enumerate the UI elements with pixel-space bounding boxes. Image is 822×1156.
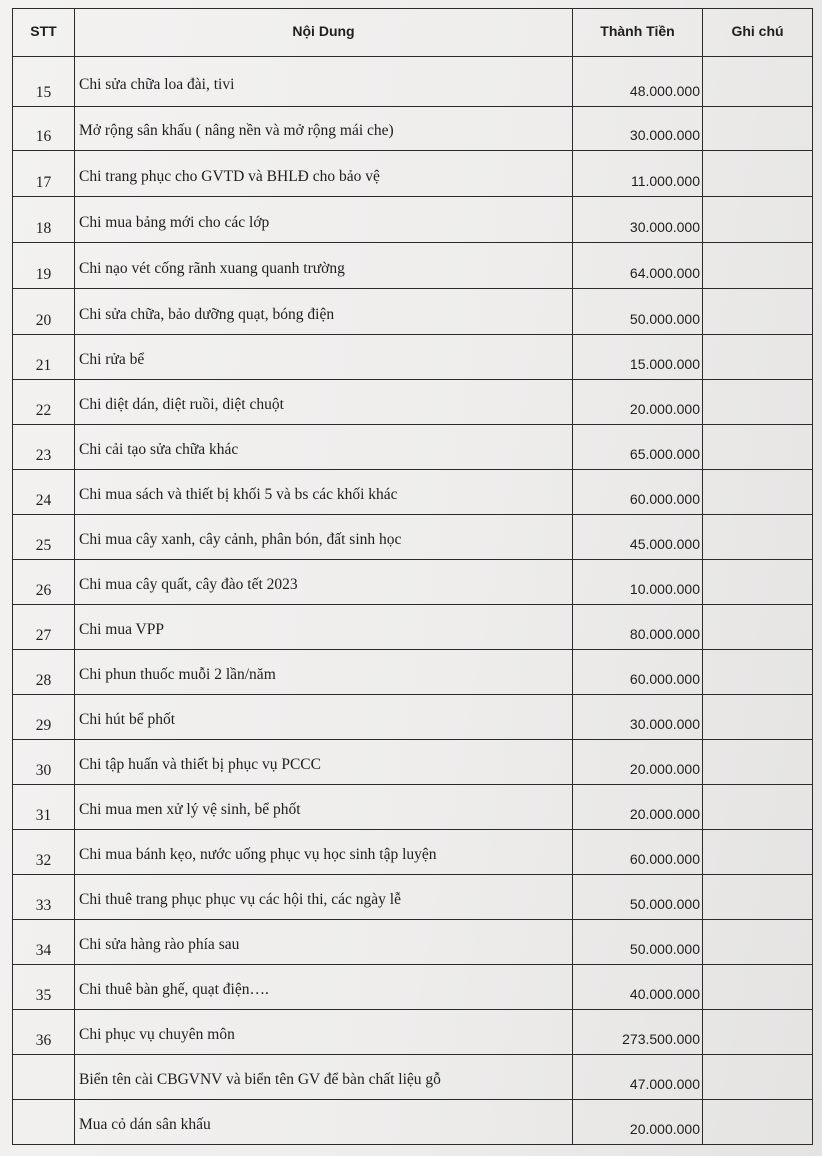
row-note <box>703 107 813 151</box>
row-description: Chi mua VPP <box>75 605 573 650</box>
row-amount: 50.000.000 <box>573 289 703 335</box>
row-number: 24 <box>13 470 75 515</box>
row-description: Chi mua sách và thiết bị khối 5 và bs các khối khác <box>75 470 573 515</box>
row-number: 30 <box>13 740 75 785</box>
table-row <box>13 650 813 695</box>
row-number: 19 <box>13 243 75 289</box>
row-note <box>703 197 813 243</box>
row-note <box>703 695 813 740</box>
row-description: Chi hút bể phốt <box>75 695 573 740</box>
row-description: Chi thuê trang phục phục vụ các hội thi, các ngày lễ <box>75 875 573 920</box>
table-row <box>13 1100 813 1145</box>
table-row <box>13 425 813 470</box>
row-description: Chi mua bảng mới cho các lớp <box>75 197 573 243</box>
row-amount: 60.000.000 <box>573 830 703 875</box>
row-description: Chi mua cây quất, cây đào tết 2023 <box>75 560 573 605</box>
row-note <box>703 560 813 605</box>
row-amount: 15.000.000 <box>573 335 703 380</box>
row-note <box>703 785 813 830</box>
row-number: 28 <box>13 650 75 695</box>
row-description: Chi cải tạo sửa chữa khác <box>75 425 573 470</box>
table-row <box>13 695 813 740</box>
row-number: 29 <box>13 695 75 740</box>
row-note <box>703 243 813 289</box>
row-number: 17 <box>13 151 75 197</box>
table-row <box>13 470 813 515</box>
row-note <box>703 151 813 197</box>
table-row <box>13 197 813 243</box>
row-note <box>703 740 813 785</box>
row-note <box>703 1010 813 1055</box>
row-note <box>703 380 813 425</box>
row-description: Chi mua bánh kẹo, nước uống phục vụ học sinh tập luyện <box>75 830 573 875</box>
row-description: Chi sửa hàng rào phía sau <box>75 920 573 965</box>
row-note <box>703 650 813 695</box>
table-row <box>13 107 813 151</box>
row-amount: 45.000.000 <box>573 515 703 560</box>
table-row <box>13 785 813 830</box>
row-number: 23 <box>13 425 75 470</box>
row-description: Mở rộng sân khấu ( nâng nền và mở rộng mái che) <box>75 107 573 151</box>
row-amount: 65.000.000 <box>573 425 703 470</box>
header-stt: STT <box>13 9 75 57</box>
row-number: 26 <box>13 560 75 605</box>
row-note <box>703 1100 813 1145</box>
row-number: 16 <box>13 107 75 151</box>
row-description: Chi trang phục cho GVTD và BHLĐ cho bảo vệ <box>75 151 573 197</box>
row-description: Chi rửa bể <box>75 335 573 380</box>
row-description: Chi diệt dán, diệt ruồi, diệt chuột <box>75 380 573 425</box>
table-row <box>13 920 813 965</box>
row-amount: 47.000.000 <box>573 1055 703 1100</box>
row-description: Chi phục vụ chuyên môn <box>75 1010 573 1055</box>
row-description: Chi nạo vét cống rãnh xuang quanh trường <box>75 243 573 289</box>
row-note <box>703 875 813 920</box>
table-body <box>13 57 813 1145</box>
row-description: Biển tên cài CBGVNV và biển tên GV để bàn chất liệu gỗ <box>75 1055 573 1100</box>
row-note <box>703 920 813 965</box>
header-ghi-chu: Ghi chú <box>703 9 813 57</box>
row-amount: 40.000.000 <box>573 965 703 1010</box>
row-number: 34 <box>13 920 75 965</box>
row-description: Chi phun thuốc muỗi 2 lần/năm <box>75 650 573 695</box>
table-row <box>13 740 813 785</box>
row-number: 20 <box>13 289 75 335</box>
row-description: Chi tập huấn và thiết bị phục vụ PCCC <box>75 740 573 785</box>
row-number: 36 <box>13 1010 75 1055</box>
row-note <box>703 515 813 560</box>
row-note <box>703 57 813 107</box>
row-amount: 60.000.000 <box>573 470 703 515</box>
row-number: 21 <box>13 335 75 380</box>
table-header <box>13 9 813 57</box>
row-note <box>703 965 813 1010</box>
expense-table <box>12 8 813 1145</box>
table-row <box>13 151 813 197</box>
row-description: Chi sửa chữa, bảo dưỡng quạt, bóng điện <box>75 289 573 335</box>
row-amount: 20.000.000 <box>573 1100 703 1145</box>
row-number <box>13 1055 75 1100</box>
row-amount: 30.000.000 <box>573 107 703 151</box>
row-description: Chi mua cây xanh, cây cảnh, phân bón, đất sinh học <box>75 515 573 560</box>
row-number: 25 <box>13 515 75 560</box>
row-number: 27 <box>13 605 75 650</box>
row-amount: 273.500.000 <box>573 1010 703 1055</box>
row-description: Chi thuê bàn ghế, quạt điện…. <box>75 965 573 1010</box>
row-number: 35 <box>13 965 75 1010</box>
row-amount: 80.000.000 <box>573 605 703 650</box>
row-amount: 30.000.000 <box>573 695 703 740</box>
row-note <box>703 289 813 335</box>
row-note <box>703 1055 813 1100</box>
row-description: Chi mua men xử lý vệ sinh, bể phốt <box>75 785 573 830</box>
table-row <box>13 57 813 107</box>
row-amount: 11.000.000 <box>573 151 703 197</box>
table-row <box>13 605 813 650</box>
header-thanh-tien: Thành Tiền <box>573 9 703 57</box>
row-number: 33 <box>13 875 75 920</box>
row-note <box>703 470 813 515</box>
header-noi-dung: Nội Dung <box>75 9 573 57</box>
table-row <box>13 965 813 1010</box>
row-number: 18 <box>13 197 75 243</box>
row-amount: 20.000.000 <box>573 740 703 785</box>
row-number: 31 <box>13 785 75 830</box>
row-amount: 30.000.000 <box>573 197 703 243</box>
row-number: 22 <box>13 380 75 425</box>
table-row <box>13 335 813 380</box>
row-amount: 20.000.000 <box>573 380 703 425</box>
row-amount: 50.000.000 <box>573 875 703 920</box>
row-amount: 10.000.000 <box>573 560 703 605</box>
table-row <box>13 830 813 875</box>
row-note <box>703 830 813 875</box>
table-row <box>13 289 813 335</box>
table-row <box>13 380 813 425</box>
header-row <box>13 9 813 57</box>
row-amount: 60.000.000 <box>573 650 703 695</box>
row-amount: 48.000.000 <box>573 57 703 107</box>
row-amount: 64.000.000 <box>573 243 703 289</box>
table-row <box>13 1010 813 1055</box>
table-row <box>13 243 813 289</box>
row-note <box>703 335 813 380</box>
row-amount: 20.000.000 <box>573 785 703 830</box>
table-row <box>13 560 813 605</box>
row-note <box>703 425 813 470</box>
row-note <box>703 605 813 650</box>
row-amount: 50.000.000 <box>573 920 703 965</box>
table-row <box>13 1055 813 1100</box>
row-description: Mua cỏ dán sân khấu <box>75 1100 573 1145</box>
row-number <box>13 1100 75 1145</box>
table-row <box>13 875 813 920</box>
row-description: Chi sửa chữa loa đài, tivi <box>75 57 573 107</box>
row-number: 15 <box>13 57 75 107</box>
table-row <box>13 515 813 560</box>
row-number: 32 <box>13 830 75 875</box>
